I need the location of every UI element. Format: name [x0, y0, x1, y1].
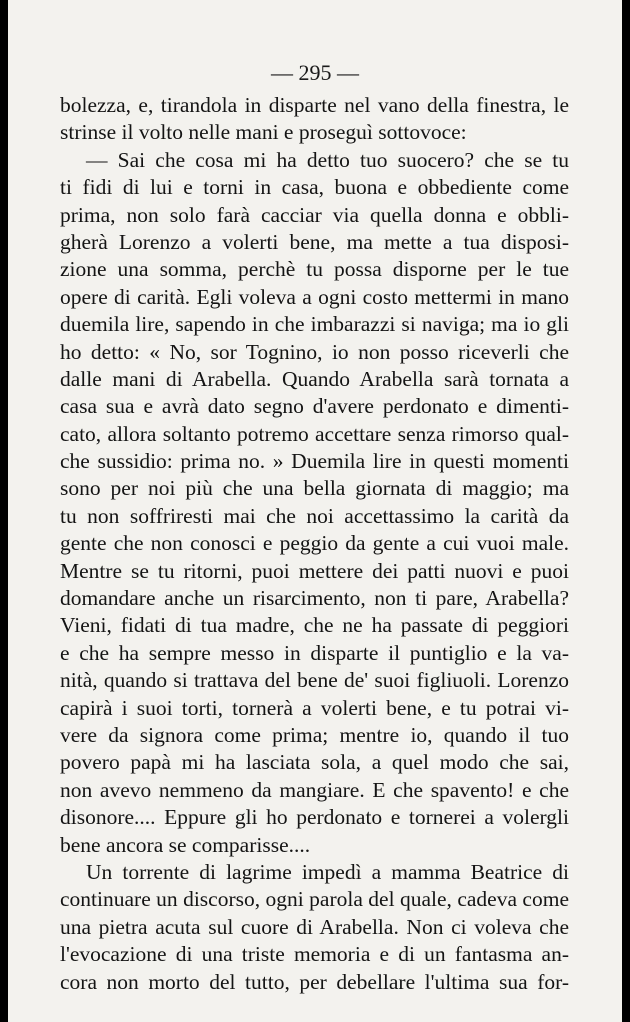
text-line: ti fidi di lui e torni in casa, buona e obbediente come — [60, 175, 569, 200]
text-line: nità, quando si trattava del bene de' suoi figliuoli. Lorenzo — [60, 668, 569, 693]
text-line: capirà i suoi torti, tornerà a volerti bene, e tu potrai vi- — [60, 695, 569, 720]
text-line: una pietra acuta sul cuore di Arabella. Non ci voleva che — [60, 914, 569, 939]
text-line: Vieni, fidati di tua madre, che ne ha passate di peggiori — [60, 613, 569, 638]
text-line: domandare anche un risarcimento, non ti pare, Arabella? — [60, 586, 569, 611]
text-line: vere da signora come prima; mentre io, quando il tuo — [60, 722, 569, 747]
text-line: cora non morto del tutto, per debellare l'ultima sua for- — [60, 969, 569, 994]
text-line: disonore.... Eppure gli ho perdonato e tornerei a volergli — [60, 805, 569, 830]
paragraph — [60, 92, 569, 147]
page-number: — 295 — — [271, 60, 359, 85]
text-line: strinse il volto nelle mani e proseguì sottovoce: — [60, 120, 467, 145]
text-line: Mentre se tu ritorni, puoi mettere dei patti nuovi e puoi — [60, 558, 569, 583]
text-line: cato, allora soltanto potremo accettare senza rimorso qual- — [60, 421, 569, 446]
text-line: bolezza, e, tirandola in disparte nel vano della finestra, le — [60, 93, 569, 117]
text-line: duemila lire, sapendo in che imbarazzi si naviga; ma io gli — [60, 312, 569, 337]
text-line: sono per noi più che una bella giornata di maggio; ma — [60, 476, 569, 501]
text-line: casa sua e avrà dato segno d'avere perdonato e dimenti- — [60, 394, 569, 419]
text-line: che sussidio: prima no. » Duemila lire in questi momenti — [60, 449, 569, 474]
text-line: dalle mani di Arabella. Quando Arabella sarà tornata a — [60, 366, 569, 391]
text-line: ho detto: « No, sor Tognino, io non posso riceverli che — [60, 339, 569, 364]
text-line: bene ancora se comparisse.... — [60, 832, 311, 857]
text-line: opere di carità. Egli voleva a ogni costo mettermi in mano — [60, 284, 569, 309]
body-text — [60, 92, 569, 996]
text-line: zione una somma, perchè tu possa disporne per le tue — [60, 257, 569, 282]
text-line: tu non soffriresti mai che noi accettassimo la carità da — [60, 503, 569, 528]
text-line: — Sai che cosa mi ha detto tuo suocero? che se tu — [86, 147, 569, 172]
paragraph — [60, 859, 569, 996]
paragraph — [60, 147, 569, 859]
book-page — [8, 0, 622, 1022]
text-line: e che ha sempre messo in disparte il puntiglio e la va- — [60, 640, 569, 665]
text-line: gherà Lorenzo a volerti bene, ma mette a tua disposi- — [60, 229, 569, 254]
text-line: non avevo nemmeno da mangiare. E che spavento! e che — [60, 777, 569, 802]
text-line: l'evocazione di una triste memoria e di un fantasma an- — [60, 942, 569, 967]
text-line: prima, non solo farà cacciar via quella donna e obbli- — [60, 202, 569, 227]
text-line: continuare un discorso, ogni parola del quale, cadeva come — [60, 887, 569, 912]
text-line: povero papà mi ha lasciata sola, a quel modo che sai, — [60, 750, 569, 775]
text-line: gente che non conosci e peggio da gente a cui vuoi male. — [60, 531, 569, 556]
text-line: Un torrente di lagrime impedì a mamma Beatrice di — [86, 859, 569, 884]
